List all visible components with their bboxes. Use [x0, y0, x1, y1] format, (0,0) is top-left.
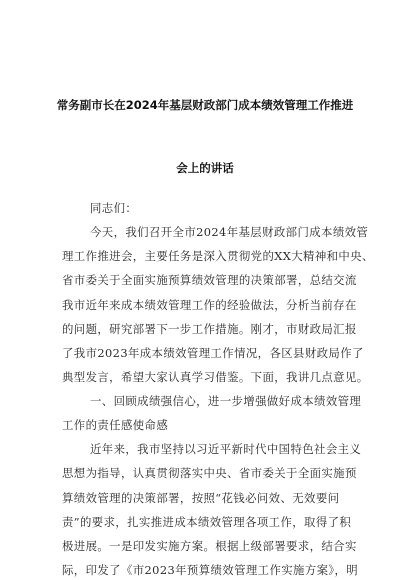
body-line: 典型发言，希望大家认真学习借鉴。下面，我讲几点意见。 — [62, 369, 369, 384]
body-line: 省市委关于全面实施预算绩效管理的决策部署，总结交流 — [62, 273, 357, 288]
body-line: 近年来，我市坚持以习近平新时代中国特色社会主义 — [90, 442, 362, 457]
section-heading-line: 工作的责任感使命感 — [62, 418, 169, 433]
body-line: 了我市2023年成本绩效管理工作情况，各区县财政局作了 — [62, 345, 364, 360]
body-line: 的问题，研究部署下一步工作措施。刚才，市财政局汇报 — [62, 321, 357, 336]
body-line: 今天，我们召开全市2024年基层财政部门成本绩效管 — [90, 225, 369, 240]
body-line: 极进展。一是印发实施方案。根据上级部署要求，结合实 — [62, 538, 357, 553]
document-title-line-2: 会上的讲话 — [176, 161, 234, 175]
section-heading-line: 一、回顾成绩强信心，进一步增强做好成本绩效管理 — [90, 394, 362, 409]
body-line: 责”的要求，扎实推进成本绩效管理各项工作，取得了积 — [62, 514, 352, 529]
body-line: 算绩效管理的决策部署，按照“花钱必问效、无效要问 — [62, 490, 340, 505]
body-line: 理工作推进会，主要任务是深入贯彻党的XX大精神和中央、 — [62, 249, 374, 264]
body-line: 我市近年来成本绩效管理工作的经验做法，分析当前存在 — [62, 297, 357, 312]
body-line: 思想为指导，认真贯彻落实中央、省市委关于全面实施预 — [62, 466, 357, 481]
salutation: 同志们： — [90, 201, 138, 215]
document-title-line-1: 常务副市长在2024年基层财政部门成本绩效管理工作推进 — [56, 98, 354, 112]
body-line: 际，印发了《市2023年预算绩效管理工作实施方案》，明 — [62, 563, 359, 577]
